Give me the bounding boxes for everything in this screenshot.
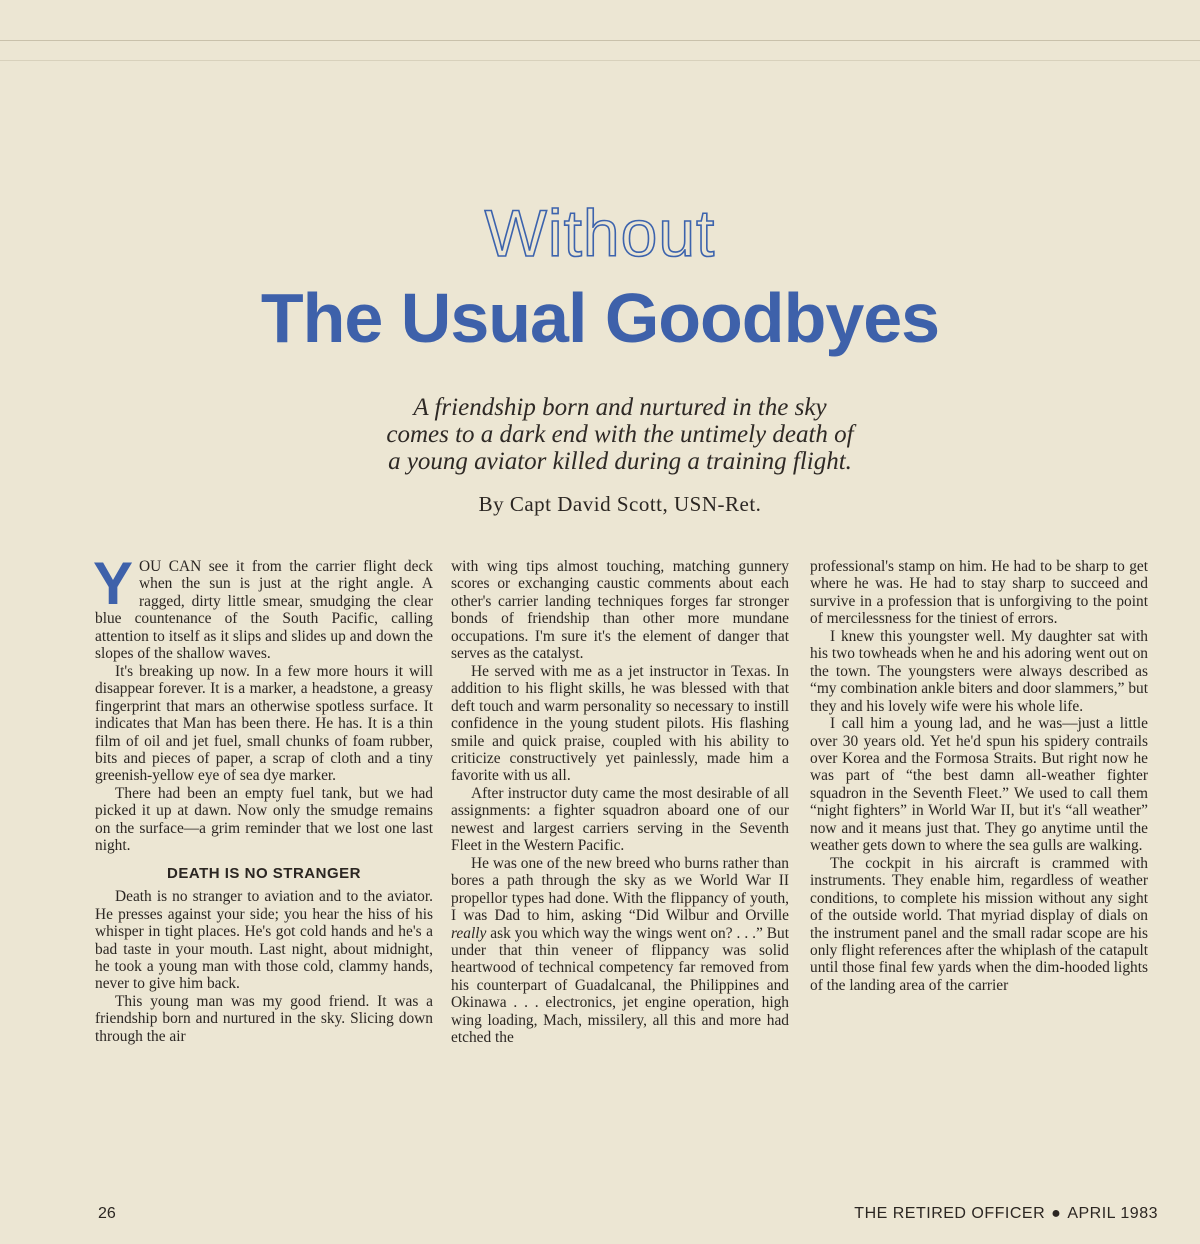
bullet-separator: ● bbox=[1051, 1205, 1062, 1222]
article-paragraph: professional's stamp on him. He had to be sharp to get where he was. He had to stay sharp to succeed and survive in a profession that is unforgiving to the point of mercilessness for the tiniest of errors. bbox=[810, 558, 1148, 628]
subtitle-line: comes to a dark end with the untimely death of bbox=[386, 421, 854, 448]
running-footer bbox=[854, 1205, 1158, 1223]
page-fold-line bbox=[0, 40, 1200, 41]
article-column-2 bbox=[451, 558, 789, 1047]
issue-date: APRIL 1983 bbox=[1067, 1205, 1158, 1222]
article-paragraph bbox=[93, 550, 433, 663]
article-paragraph: It's breaking up now. In a few more hours it will disappear forever. It is a marker, a headstone, a greasy fingerprint that mars an otherwise spotless surface. It indicates that Man has been there. He has. It is a thin film of oil and jet fuel, small chunks of foam rubber, bits and pieces of paper, a scrap of cloth and a tiny greenish-yellow eye of sea dye marker. bbox=[95, 662, 433, 785]
section-heading: DEATH IS NO STRANGER bbox=[167, 864, 361, 882]
paragraph-text: He was one of the new breed who burns rather than bores a path through the sky as we World War II propellor types had done. With the flippancy of youth, I was Dad to him, asking “Did Wilbur and Orville bbox=[451, 854, 789, 925]
subtitle-deck bbox=[230, 394, 1010, 475]
subtitle-line: A friendship born and nurtured in the sky bbox=[413, 394, 827, 421]
article-paragraph: This young man was my good friend. It was a friendship born and nurtured in the sky. Slicing down through the air bbox=[95, 992, 433, 1045]
article-paragraph: The cockpit in his aircraft is crammed with instruments. They enable him, regardless of weather conditions, to complete his mission without any sight of the outside world. That myriad display of dials on the instrument panel and the small radar scope are his only flight references after the whiplash of the catapult until those final few yards when the dim-hooded lights of the landing area of the carrier bbox=[810, 854, 1148, 994]
article-paragraph: There had been an empty fuel tank, but we had picked it up at dawn. Now only the smudge remains on the surface—a grim reminder that we lost one last night. bbox=[95, 784, 433, 855]
article-paragraph: with wing tips almost touching, matching gunnery scores or exchanging caustic comments about each other's carrier landing techniques forges far stronger bonds of friendship than other more mundane occupations. I'm sure it's the element of danger that serves as the catalyst. bbox=[451, 558, 789, 663]
article-paragraph: I knew this youngster well. My daughter sat with his two towheads when he and his adoring went out on the town. The youngsters were always described as “my combination ankle biters and door slammers,” but they and his lovely wife were his whole life. bbox=[810, 627, 1148, 715]
article-column-1 bbox=[93, 550, 433, 1045]
paragraph-text: OU CAN see it from the carrier flight deck when the sun is just at the right angle. A ragged, dirty little smear, smudging the clear blue countenance of the South Pacific, calling attention to itself as it slips and slides up and down the slopes of the shallow waves. bbox=[95, 558, 433, 663]
article-paragraph: Death is no stranger to aviation and to the aviator. He presses against your side; you hear the hiss of his whisper in tight places. He's got cold hands and he's a bad taste in your mouth. Last night, about midnight, he took a young man with those cold, clammy hands, never to give him back. bbox=[95, 888, 433, 993]
page-number: 26 bbox=[98, 1205, 116, 1222]
page-fold-line-secondary bbox=[0, 60, 1200, 61]
paragraph-text: ask you which way the wings went on? . . .” But under that thin veneer of flippancy was solid heartwood of technical competency far removed from his counterpart of Guadalcanal, the Philippines and Okinawa . . . electronics, jet engine operation, high wing loading, Mach, missilery, all this and more had etched the bbox=[451, 924, 789, 1047]
drop-cap: Y bbox=[93, 550, 134, 617]
article-paragraph bbox=[451, 855, 789, 1047]
publication-name: THE RETIRED OFFICER bbox=[854, 1205, 1046, 1222]
article-paragraph: He served with me as a jet instructor in Texas. In addition to his flight skills, he was blessed with that deft touch and warm personality so necessary to instill confidence in the young student pilots. His flashing smile and quick praise, coupled with his ability to criticize constructively yet painlessly, made him a favorite with us all. bbox=[451, 662, 789, 785]
article-paragraph: After instructor duty came the most desirable of all assignments: a fighter squadron aboard one of our newest and largest carriers serving in the Seventh Fleet in the Western Pacific. bbox=[451, 784, 789, 855]
page-title: The Usual Goodbyes bbox=[260, 279, 940, 357]
emphasis-text: really bbox=[451, 924, 487, 942]
subtitle-line: a young aviator killed during a training flight. bbox=[388, 448, 852, 475]
article-column-3 bbox=[810, 558, 1148, 994]
article-paragraph: I call him a young lad, and he was—just a little over 30 years old. Yet he'd spun his spidery contrails over Korea and the Formosa Straits. But right now he was part of “the best damn all-weather fighter squadron in the Seventh Fleet.” We used to call them “night fighters” in World War II, but it's “all weather” now and it means just that. They go anytime until the weather gets down to where the sea gulls are walking. bbox=[810, 715, 1148, 855]
title-outline-word: Without bbox=[484, 196, 716, 270]
byline: By Capt David Scott, USN-Ret. bbox=[478, 492, 762, 516]
